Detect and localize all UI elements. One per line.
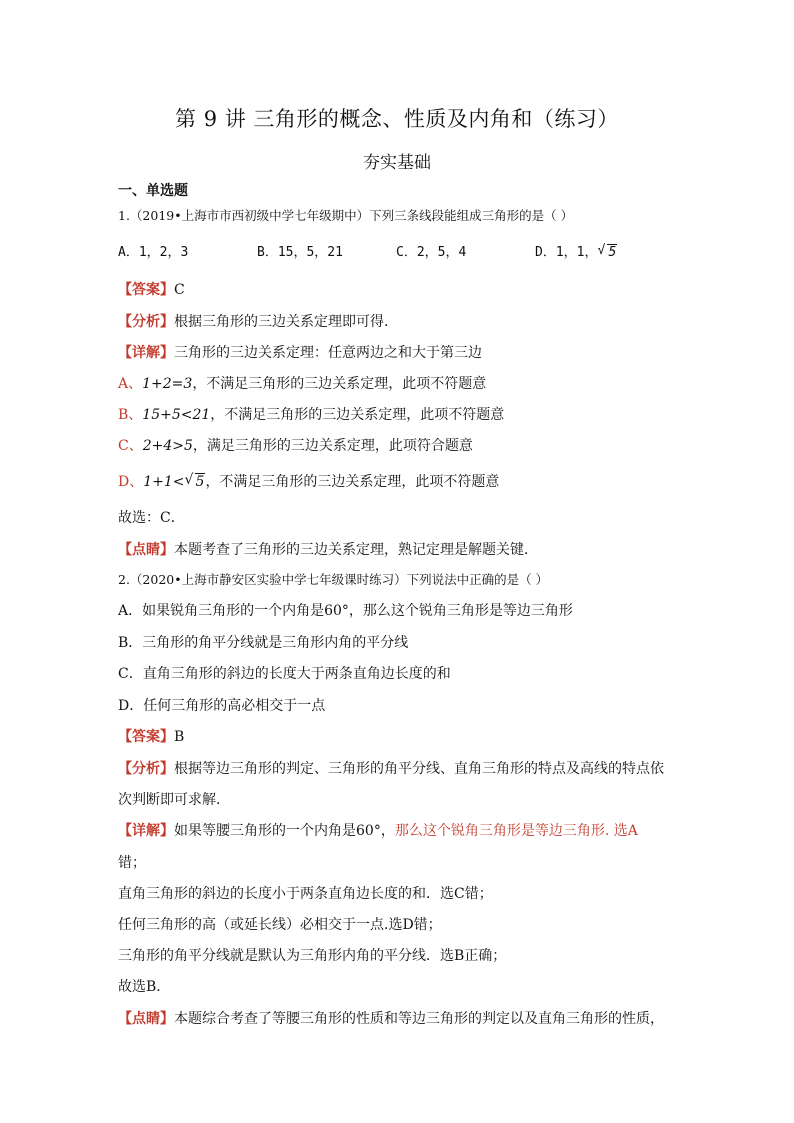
q1-stem: 1.（2019•上海市市西初级中学七年级期中）下列三条线段能组成三角形的是（ ）: [118, 208, 574, 223]
comment-text: 本题考查了三角形的三边关系定理，熟记定理是解题关键．: [174, 542, 538, 558]
q1-detail-line-c: [118, 437, 473, 455]
q1-option-d: [535, 244, 617, 262]
line-c-prefix: C、: [118, 438, 143, 454]
line-d-text: ，不满足三角形的三边关系定理，此项不符题意: [205, 474, 500, 490]
sqrt-symbol: √ 5: [597, 243, 617, 260]
q2-answer: [118, 728, 184, 746]
detail-text-black: 如果等腰三角形的一个内角是60°，: [174, 823, 395, 839]
answer-value: C: [174, 282, 185, 298]
q2-detail-5: 三角形的角平分线就是默认为三角形内角的平分线．选B正确；: [118, 948, 507, 964]
q2-option-b: B．三角形的角平分线就是三角形内角的平分线: [118, 635, 409, 651]
q2-detail: [118, 822, 638, 840]
analysis-text-1: 根据等边三角形的判定、三角形的角平分线、直角三角形的特点及高线的特点依: [174, 761, 664, 777]
page-title: 第 9 讲 三角形的概念、性质及内角和（练习）: [175, 107, 619, 131]
comment-label: 【点睛】: [118, 542, 174, 558]
q2-detail-4: 任何三角形的高（或延长线）必相交于一点.选D错；: [118, 917, 442, 933]
q1-detail-line-a: [118, 375, 486, 393]
detail-label: 【详解】: [118, 345, 174, 361]
analysis-label: 【分析】: [118, 314, 174, 330]
q1-option-c: C．2，5，4: [396, 245, 467, 260]
sqrt-symbol: √ 5: [184, 472, 205, 490]
q2-analysis-cont: 次判断即可求解．: [118, 792, 230, 808]
q2-option-d: D．任何三角形的高必相交于一点: [118, 698, 326, 714]
page-subtitle: 夯实基础: [363, 153, 431, 173]
line-a-math: 1+2=3: [142, 376, 193, 392]
line-d-radicand: 5: [195, 474, 205, 490]
detail-label: 【详解】: [118, 823, 174, 839]
q2-option-c: C．直角三角形的斜边的长度大于两条直角边长度的和: [118, 666, 451, 682]
line-b-prefix: B、: [118, 407, 143, 423]
comment-text: 本题综合考查了等腰三角形的性质和等边三角形的判定以及直角三角形的性质，: [174, 1011, 664, 1027]
q1-detail-line-b: [118, 406, 504, 424]
line-d-prefix: D、: [118, 474, 144, 490]
line-d-math: 1+1<: [143, 474, 185, 490]
detail-text: 三角形的三边关系定理：任意两边之和大于第三边: [174, 345, 482, 361]
answer-label: 【答案】: [118, 729, 174, 745]
q1-choice: 故选：C．: [118, 510, 185, 526]
q1-option-d-prefix: D．1，1，: [535, 245, 598, 260]
line-a-text: ，不满足三角形的三边关系定理，此项不符题意: [192, 376, 487, 392]
q1-analysis: [118, 313, 388, 331]
section-heading: 一、单选题: [118, 183, 188, 199]
q1-answer: [118, 281, 185, 299]
line-b-text: ，不满足三角形的三边关系定理，此项不符题意: [210, 407, 505, 423]
q2-detail-3: 直角三角形的斜边的长度小于两条直角边长度的和．选C错；: [118, 886, 493, 902]
q2-option-a: A．如果锐角三角形的一个内角是60°，那么这个锐角三角形是等边三角形: [118, 603, 573, 619]
q2-stem: 2.（2020•上海市静安区实验中学七年级课时练习）下列说法中正确的是（ ）: [118, 572, 549, 587]
q1-detail: [118, 344, 482, 362]
q2-choice: 故选B．: [118, 979, 171, 995]
analysis-text: 根据三角形的三边关系定理即可得.: [174, 314, 389, 330]
line-b-math: 15+5<21: [142, 407, 211, 423]
line-c-text: ，满足三角形的三边关系定理，此项符合题意: [192, 438, 473, 454]
q1-detail-line-d: [118, 473, 499, 491]
answer-value: B: [174, 729, 185, 745]
q1-option-b: B．15，5，21: [257, 245, 343, 260]
detail-text-red: 那么这个锐角三角形是等边三角形. 选A: [394, 823, 638, 839]
answer-label: 【答案】: [118, 282, 174, 298]
line-a-prefix: A、: [118, 376, 143, 392]
q1-option-a: A．1，2，3: [118, 245, 189, 260]
analysis-label: 【分析】: [118, 761, 174, 777]
q1-comment: [118, 541, 538, 559]
line-c-math: 2+4>5: [142, 438, 193, 454]
q2-comment: [118, 1010, 664, 1028]
q2-analysis: [118, 760, 664, 778]
q1-option-d-radicand: 5: [608, 245, 617, 260]
q2-detail-2: 错；: [118, 855, 146, 871]
comment-label: 【点睛】: [118, 1011, 174, 1027]
